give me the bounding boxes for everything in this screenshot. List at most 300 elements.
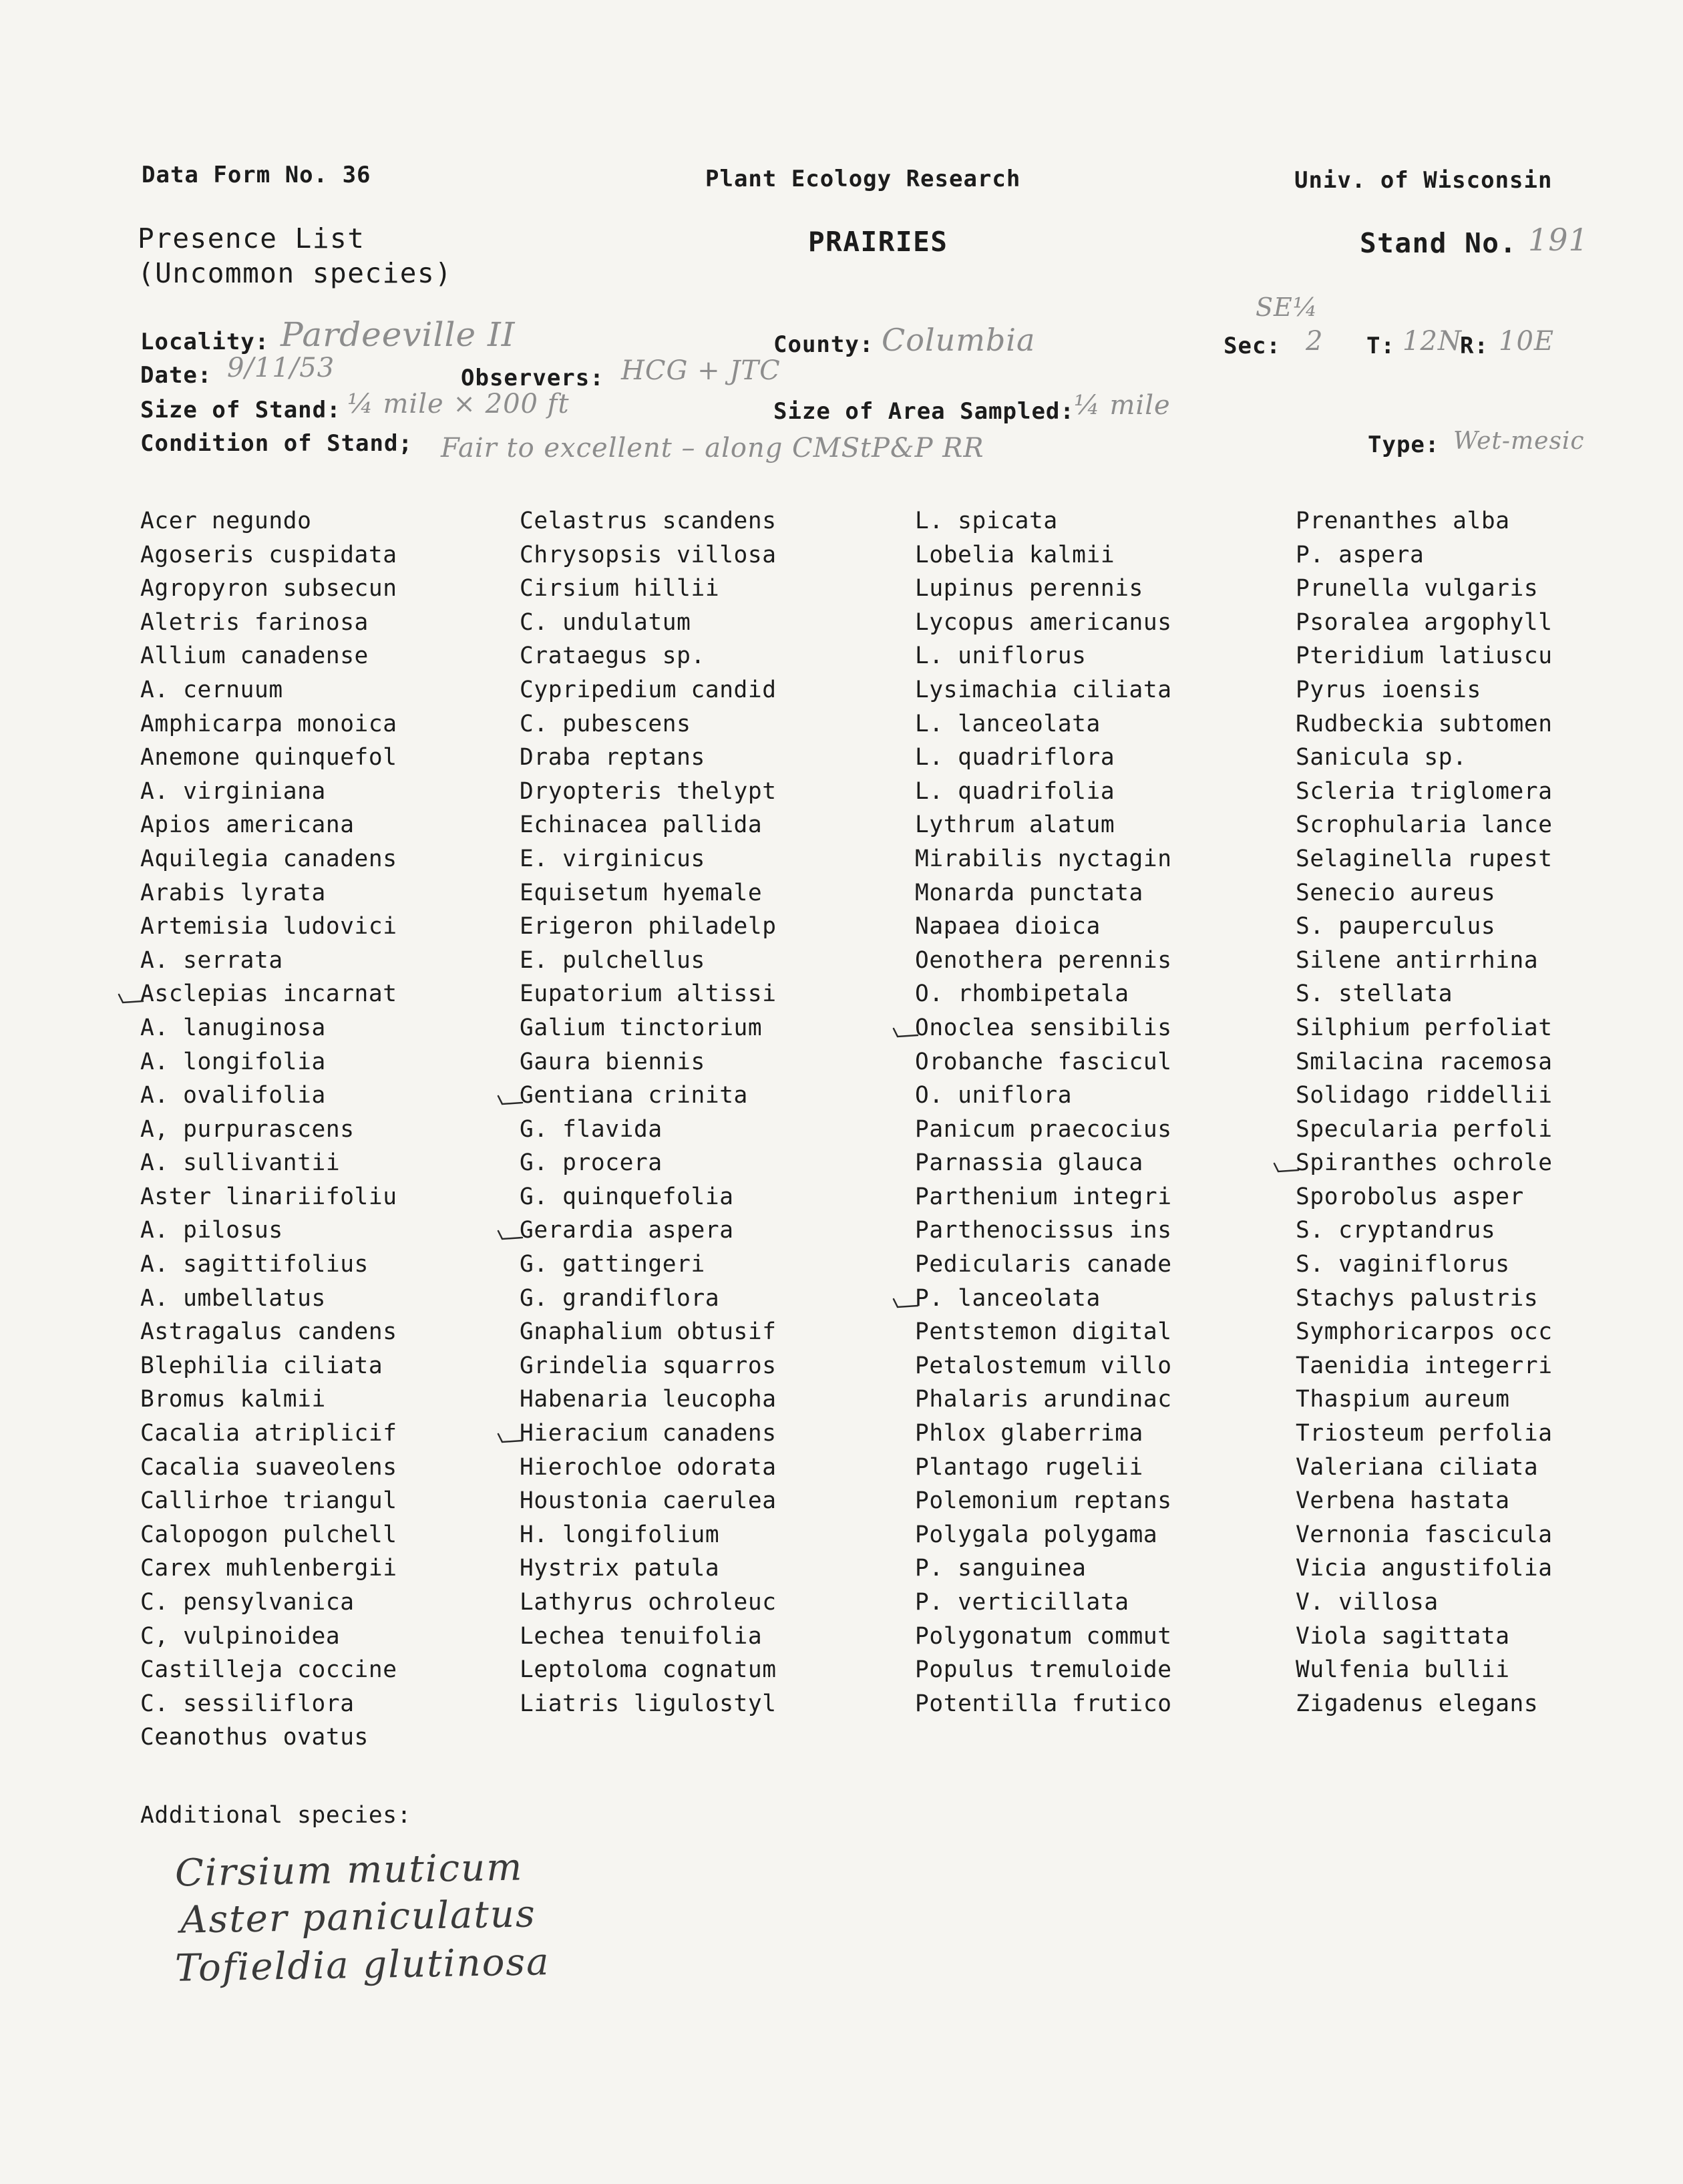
species-name: Solidago riddellii (1296, 1082, 1553, 1109)
species-name: Pentstemon digital (915, 1318, 1172, 1346)
species-entry (915, 842, 1289, 876)
species-name: Gaura biennis (520, 1048, 705, 1075)
species-name: V. villosa (1296, 1589, 1439, 1616)
species-entry (140, 876, 514, 910)
species-entry (520, 1451, 894, 1485)
species-name: Hieracium canadens (520, 1420, 777, 1447)
species-entry (915, 572, 1289, 606)
species-entry (140, 1653, 514, 1687)
species-entry (140, 1687, 514, 1721)
species-entry (520, 876, 894, 910)
species-entry (140, 977, 514, 1011)
species-name: Valeriana ciliata (1296, 1453, 1539, 1481)
species-name: Phalaris arundinac (915, 1386, 1172, 1413)
checkmark-icon (497, 1095, 524, 1108)
species-name: C. sessiliflora (140, 1690, 355, 1717)
species-name: L. quadrifolia (915, 777, 1115, 805)
checkmark-icon (892, 1027, 919, 1041)
species-entry (915, 1045, 1289, 1079)
species-name: Vernonia fascicula (1296, 1521, 1553, 1548)
species-name: Stachys palustris (1296, 1284, 1539, 1312)
checkmark-icon (1273, 1162, 1300, 1175)
species-entry (520, 1315, 894, 1349)
species-entry (915, 1113, 1289, 1147)
species-entry (140, 1248, 514, 1282)
species-entry (915, 944, 1289, 978)
species-entry (140, 1417, 514, 1451)
species-entry (520, 538, 894, 572)
species-entry (915, 1383, 1289, 1417)
species-entry (140, 707, 514, 741)
species-name: A. sagittifolius (140, 1251, 369, 1278)
date-label: Date: (140, 362, 212, 389)
species-entry (1296, 707, 1670, 741)
species-entry (1296, 673, 1670, 707)
species-entry (140, 1518, 514, 1552)
species-name: Parthenocissus ins (915, 1217, 1172, 1244)
species-name: Parthenium integri (915, 1183, 1172, 1210)
species-name: C. pensylvanica (140, 1589, 355, 1616)
species-name: Agoseris cuspidata (140, 541, 397, 568)
species-name: P. sanguinea (915, 1555, 1087, 1582)
species-entry (140, 910, 514, 944)
species-name: Crataegus sp. (520, 643, 705, 670)
condition-label: Condition of Stand; (140, 430, 413, 457)
species-name: G. flavida (520, 1115, 663, 1143)
species-entry (1296, 876, 1670, 910)
species-entry (915, 1552, 1289, 1586)
species-name: Draba reptans (520, 744, 705, 771)
species-entry (520, 1180, 894, 1214)
species-entry (915, 741, 1289, 775)
species-entry (915, 1146, 1289, 1180)
species-entry (1296, 1282, 1670, 1316)
university: Univ. of Wisconsin (1294, 167, 1553, 194)
species-name: Lycopus americanus (915, 608, 1172, 636)
checkmark-icon (892, 1298, 919, 1311)
additional-species-label: Additional species: (140, 1802, 412, 1829)
checkmark-icon (118, 993, 144, 1007)
species-name: Amphicarpa monoica (140, 710, 397, 737)
species-name: Acer negundo (140, 508, 312, 534)
species-entry (1296, 1214, 1670, 1248)
species-name: Eupatorium altissi (520, 980, 777, 1008)
species-entry (520, 1214, 894, 1248)
species-entry (915, 1484, 1289, 1518)
species-name: A. pilosus (140, 1217, 283, 1244)
species-entry (1296, 1620, 1670, 1654)
species-entry (1296, 1248, 1670, 1282)
species-entry (140, 1586, 514, 1620)
species-name: S. vaginiflorus (1296, 1251, 1510, 1278)
checkmark-icon (497, 1433, 524, 1446)
species-entry (915, 1214, 1289, 1248)
species-entry (520, 1113, 894, 1147)
species-name: Lythrum alatum (915, 811, 1115, 839)
species-entry (915, 1451, 1289, 1485)
species-name: Silphium perfoliat (1296, 1014, 1553, 1041)
species-name: G. quinquefolia (520, 1183, 734, 1210)
checkmark-icon (497, 1230, 524, 1243)
species-entry (915, 606, 1289, 640)
species-name: Gentiana crinita (520, 1082, 748, 1109)
species-entry (915, 977, 1289, 1011)
species-entry (140, 1383, 514, 1417)
species-entry (915, 1282, 1289, 1316)
species-entry (915, 1586, 1289, 1620)
species-entry (140, 775, 514, 809)
species-entry (915, 876, 1289, 910)
species-name: Polygala polygama (915, 1521, 1158, 1548)
county-label: County: (773, 331, 874, 358)
species-name: Panicum praecocius (915, 1115, 1172, 1143)
species-name: Selaginella rupest (1296, 845, 1553, 872)
observers-label: Observers: (461, 365, 604, 391)
species-name: Psoralea argophyll (1296, 608, 1553, 636)
species-entry (520, 1417, 894, 1451)
species-name: Oenothera perennis (915, 946, 1172, 974)
species-name: Wulfenia bullii (1296, 1656, 1510, 1684)
species-entry (140, 1282, 514, 1316)
species-name: Prunella vulgaris (1296, 575, 1539, 602)
species-entry (915, 504, 1289, 538)
species-name: C, vulpinoidea (140, 1622, 341, 1650)
species-entry (1296, 1552, 1670, 1586)
species-name: Hierochloe odorata (520, 1453, 777, 1481)
species-name: L. uniflorus (915, 643, 1087, 670)
species-name: O. rhombipetala (915, 980, 1129, 1008)
species-name: Agropyron subsecun (140, 575, 397, 602)
species-entry (520, 1552, 894, 1586)
condition-value: Fair to excellent – along CMStP&P RR (441, 433, 984, 464)
species-entry (1296, 842, 1670, 876)
species-name: Asclepias incarnat (140, 980, 397, 1008)
species-name: Ceanothus ovatus (140, 1724, 369, 1751)
species-name: Silene antirrhina (1296, 946, 1539, 974)
species-name: Phlox glaberrima (915, 1420, 1143, 1447)
species-name: Triosteum perfolia (1296, 1420, 1553, 1447)
species-entry (140, 1315, 514, 1349)
species-name: Smilacina racemosa (1296, 1048, 1553, 1075)
species-entry (520, 1620, 894, 1654)
species-entry (140, 1146, 514, 1180)
species-entry (140, 1720, 514, 1755)
species-name: A. longifolia (140, 1048, 326, 1075)
species-entry (915, 1620, 1289, 1654)
species-name: Gerardia aspera (520, 1217, 734, 1244)
species-name: Lechea tenuifolia (520, 1622, 763, 1650)
species-entry (1296, 741, 1670, 775)
species-entry (1296, 977, 1670, 1011)
species-name: Monarda punctata (915, 879, 1143, 906)
species-entry (140, 1011, 514, 1045)
species-entry (520, 1383, 894, 1417)
species-name: Sporobolus asper (1296, 1183, 1524, 1210)
list-title: Presence List (138, 222, 365, 254)
observers-value: HCG + JTC (621, 355, 781, 386)
species-entry (140, 538, 514, 572)
species-entry (1296, 1653, 1670, 1687)
species-name: Equisetum hyemale (520, 879, 763, 906)
species-entry (915, 1518, 1289, 1552)
species-name: C. pubescens (520, 710, 691, 737)
species-name: Zigadenus elegans (1296, 1690, 1539, 1717)
species-name: A. sullivantii (140, 1149, 341, 1177)
species-name: Populus tremuloide (915, 1656, 1172, 1684)
species-entry (140, 1620, 514, 1654)
species-entry (520, 1045, 894, 1079)
species-name: Taenidia integerri (1296, 1352, 1553, 1379)
species-name: S. cryptandrus (1296, 1217, 1496, 1244)
species-name: Cirsium hillii (520, 575, 720, 602)
category-title: PRAIRIES (808, 226, 948, 258)
species-name: Pteridium latiuscu (1296, 643, 1553, 670)
species-column-2 (520, 504, 894, 1720)
species-name: Petalostemum villo (915, 1352, 1172, 1379)
species-name: Astragalus candens (140, 1318, 397, 1346)
species-entry (915, 673, 1289, 707)
species-name: Pyrus ioensis (1296, 676, 1481, 703)
type-label: Type: (1368, 431, 1440, 458)
species-entry (915, 1079, 1289, 1113)
species-name: Houstonia caerulea (520, 1487, 777, 1515)
species-name: Erigeron philadelp (520, 913, 777, 940)
species-entry (915, 910, 1289, 944)
species-name: Blephilia ciliata (140, 1352, 383, 1379)
species-entry (140, 1079, 514, 1113)
species-name: L. spicata (915, 508, 1058, 534)
additional-species-item: Aster paniculatus (180, 1892, 537, 1942)
species-entry (520, 1484, 894, 1518)
species-entry (1296, 1417, 1670, 1451)
species-name: Leptoloma cognatum (520, 1656, 777, 1684)
species-entry (1296, 1180, 1670, 1214)
species-name: Carex muhlenbergii (140, 1555, 397, 1582)
species-entry (1296, 1315, 1670, 1349)
species-name: Lathyrus ochroleuc (520, 1589, 777, 1616)
species-entry (520, 639, 894, 673)
species-entry (1296, 1045, 1670, 1079)
species-entry (520, 572, 894, 606)
species-name: Spiranthes ochrole (1296, 1149, 1553, 1177)
species-entry (915, 1011, 1289, 1045)
additional-species-item: Cirsium muticum (174, 1845, 524, 1895)
species-entry (520, 606, 894, 640)
species-entry (520, 1653, 894, 1687)
species-name: E. pulchellus (520, 946, 705, 974)
species-entry (140, 842, 514, 876)
species-name: Specularia perfoli (1296, 1115, 1553, 1143)
species-name: Artemisia ludovici (140, 913, 397, 940)
species-name: Galium tinctorium (520, 1014, 763, 1041)
t-value: 12N (1402, 326, 1462, 357)
species-entry (1296, 538, 1670, 572)
stand-label: Stand No. (1360, 227, 1517, 259)
species-entry (915, 1417, 1289, 1451)
species-name: Polemonium reptans (915, 1487, 1172, 1515)
r-label: R: (1460, 333, 1489, 359)
species-entry (1296, 1383, 1670, 1417)
date-value: 9/11/53 (227, 353, 335, 383)
species-entry (520, 1011, 894, 1045)
species-name: P. lanceolata (915, 1284, 1101, 1312)
additional-species-item: Tofieldia glutinosa (174, 1940, 551, 1990)
species-name: Symphoricarpos occ (1296, 1318, 1553, 1346)
species-entry (915, 1687, 1289, 1721)
species-column-1 (140, 504, 514, 1755)
species-column-3 (915, 504, 1289, 1720)
species-entry (520, 944, 894, 978)
county-value: Columbia (882, 322, 1036, 358)
species-entry (520, 977, 894, 1011)
size-area-label: Size of Area Sampled: (773, 398, 1075, 425)
sec-value: 2 (1306, 326, 1324, 357)
species-entry (1296, 808, 1670, 842)
size-area-value: ¼ mile (1074, 390, 1171, 421)
species-entry (1296, 639, 1670, 673)
species-entry (1296, 910, 1670, 944)
species-entry (520, 1248, 894, 1282)
species-name: Lobelia kalmii (915, 541, 1115, 568)
species-entry (915, 808, 1289, 842)
species-name: Echinacea pallida (520, 811, 763, 839)
species-entry (915, 1653, 1289, 1687)
species-name: Parnassia glauca (915, 1149, 1143, 1177)
species-entry (1296, 1113, 1670, 1147)
locality-value: Pardeeville II (280, 315, 516, 354)
species-name: Scleria triglomera (1296, 777, 1553, 805)
species-name: S. stellata (1296, 980, 1453, 1008)
species-entry (140, 1451, 514, 1485)
species-name: Chrysopsis villosa (520, 541, 777, 568)
species-entry (1296, 944, 1670, 978)
species-name: A. lanuginosa (140, 1014, 326, 1041)
form-number: Data Form No. 36 (142, 162, 371, 188)
species-name: Calopogon pulchell (140, 1521, 397, 1548)
species-entry (1296, 572, 1670, 606)
species-entry (1296, 1146, 1670, 1180)
r-value: 10E (1499, 326, 1555, 357)
species-entry (140, 639, 514, 673)
species-name: Aquilegia canadens (140, 845, 397, 872)
species-entry (520, 504, 894, 538)
species-entry (140, 1180, 514, 1214)
species-name: Thaspium aureum (1296, 1386, 1510, 1413)
species-name: P. aspera (1296, 541, 1425, 568)
species-name: C. undulatum (520, 608, 691, 636)
species-name: Hystrix patula (520, 1555, 720, 1582)
species-name: A. ovalifolia (140, 1082, 326, 1109)
species-entry (520, 842, 894, 876)
species-entry (140, 1552, 514, 1586)
species-entry (915, 538, 1289, 572)
species-entry (915, 1349, 1289, 1383)
species-name: Verbena hastata (1296, 1487, 1510, 1515)
species-entry (520, 1282, 894, 1316)
species-name: A, purpurascens (140, 1115, 355, 1143)
species-name: Sanicula sp. (1296, 744, 1467, 771)
species-name: Mirabilis nyctagin (915, 845, 1172, 872)
species-name: Orobanche fascicul (915, 1048, 1172, 1075)
species-name: Habenaria leucopha (520, 1386, 777, 1413)
species-entry (520, 910, 894, 944)
species-name: A. virginiana (140, 777, 326, 805)
species-name: A. serrata (140, 946, 283, 974)
species-name: G. gattingeri (520, 1251, 705, 1278)
species-name: Potentilla frutico (915, 1690, 1172, 1717)
species-entry (140, 944, 514, 978)
stand-value: 191 (1528, 222, 1589, 258)
species-name: A. umbellatus (140, 1284, 326, 1312)
species-name: Onoclea sensibilis (915, 1014, 1172, 1041)
species-name: P. verticillata (915, 1589, 1129, 1616)
type-value: Wet-mesic (1453, 427, 1585, 455)
species-entry (140, 673, 514, 707)
t-label: T: (1366, 333, 1395, 359)
species-entry (520, 673, 894, 707)
species-name: Polygonatum commut (915, 1622, 1172, 1650)
species-name: O. uniflora (915, 1082, 1073, 1109)
species-name: Allium canadense (140, 643, 369, 670)
species-entry (915, 639, 1289, 673)
species-entry (140, 741, 514, 775)
species-name: Lupinus perennis (915, 575, 1143, 602)
sec-quarter: SE¼ (1256, 293, 1318, 322)
species-entry (520, 1586, 894, 1620)
species-name: Napaea dioica (915, 913, 1101, 940)
organization: Plant Ecology Research (705, 166, 1021, 192)
species-name: A. cernuum (140, 676, 283, 703)
size-stand-value: ¼ mile × 200 ft (347, 389, 570, 419)
species-name: Senecio aureus (1296, 879, 1496, 906)
species-entry (1296, 1451, 1670, 1485)
species-name: Lysimachia ciliata (915, 676, 1172, 703)
species-entry (1296, 1011, 1670, 1045)
species-name: Prenanthes alba (1296, 508, 1510, 534)
species-entry (520, 707, 894, 741)
species-entry (140, 504, 514, 538)
species-entry (140, 606, 514, 640)
species-entry (520, 1518, 894, 1552)
species-entry (1296, 1079, 1670, 1113)
species-name: Aletris farinosa (140, 608, 369, 636)
species-name: Viola sagittata (1296, 1622, 1510, 1650)
species-entry (1296, 504, 1670, 538)
species-name: Dryopteris thelypt (520, 777, 777, 805)
species-name: Aster linariifoliu (140, 1183, 397, 1210)
species-entry (140, 1484, 514, 1518)
species-entry (520, 808, 894, 842)
species-entry (1296, 1586, 1670, 1620)
species-name: Bromus kalmii (140, 1386, 326, 1413)
species-name: Liatris ligulostyl (520, 1690, 777, 1717)
species-name: Cacalia atriplicif (140, 1420, 397, 1447)
species-name: Castilleja coccine (140, 1656, 397, 1684)
species-column-4 (1296, 504, 1670, 1720)
species-name: Anemone quinquefol (140, 744, 397, 771)
species-entry (1296, 606, 1670, 640)
species-entry (915, 1315, 1289, 1349)
size-stand-label: Size of Stand: (140, 397, 341, 423)
species-name: S. pauperculus (1296, 913, 1496, 940)
species-entry (520, 1079, 894, 1113)
species-name: Plantago rugelii (915, 1453, 1143, 1481)
species-name: L. lanceolata (915, 710, 1101, 737)
species-entry (1296, 775, 1670, 809)
species-name: L. quadriflora (915, 744, 1115, 771)
species-entry (915, 1248, 1289, 1282)
species-entry (520, 1146, 894, 1180)
